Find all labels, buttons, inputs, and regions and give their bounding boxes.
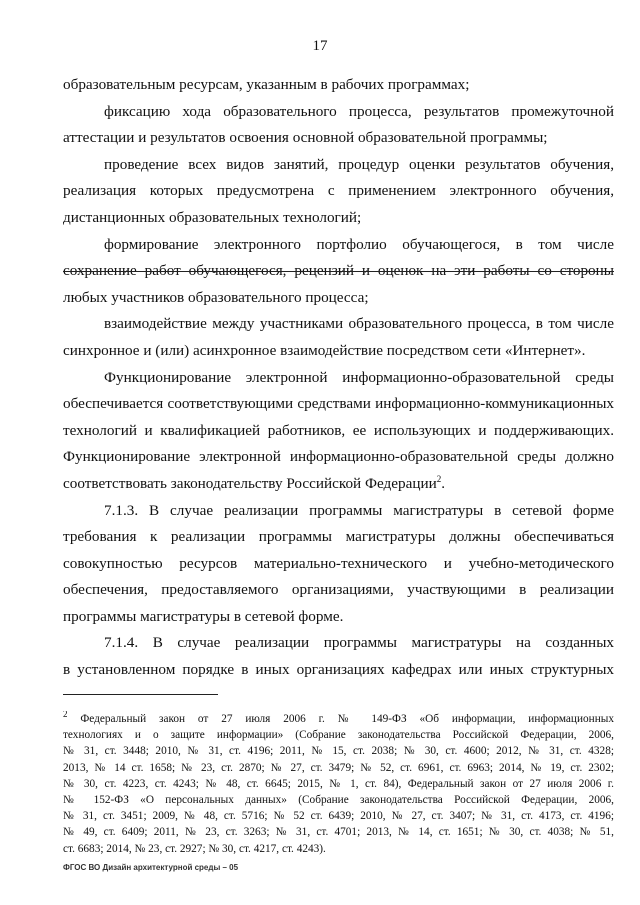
text-line: проведение всех видов занятий, процедур оценки результатов обучения,	[104, 155, 614, 173]
footnote-line: ст. 6683; 2014, № 23, ст. 2927; № 30, ст. 4217, ст. 4243).	[63, 842, 326, 855]
body-text	[63, 72, 614, 684]
footnote-number: 2	[63, 711, 68, 720]
footnote-divider	[63, 694, 218, 695]
text-line: 7.1.4. В случае реализации программы магистратуры на созданных	[104, 634, 614, 652]
text-line: фиксацию хода образовательного процесса, результатов промежуточной	[104, 102, 614, 120]
footnote-line: технологиях и о защите информации» (Собрание законодательства Российской Федерации, 2006,	[63, 729, 614, 742]
footnote-line: № 49, ст. 6409; 2011, № 23, ст. 3263; № 31, ст. 4701; 2013, № 14, ст. 1651; № 30, ст. 4038; № 51,	[63, 826, 614, 839]
text-line: в установленном порядке в иных организациях кафедрах или иных структурных	[63, 661, 614, 679]
text-line	[63, 471, 614, 498]
text-line: обеспечения, предоставляемого организациями, участвующими в реализации	[63, 581, 614, 599]
text-line: аттестации и результатов освоения основной образовательной программы;	[63, 129, 548, 147]
text-line: совокупностью ресурсов материально-технического и учебно-методического	[63, 554, 614, 572]
page-number: 17	[312, 38, 328, 54]
text-line: программы магистратуры в сетевой форме.	[63, 607, 344, 625]
footnote-ref: 2	[436, 473, 442, 484]
page-footer: ФГОС ВО Дизайн архитектурной среды – 05	[63, 863, 239, 872]
footnote-line: № 31, ст. 3448; 2010, № 31, ст. 4196; 2011, № 15, ст. 2038; № 30, ст. 4600; 2012, № 31, ст. 4328;	[63, 745, 614, 758]
text-line: образовательным ресурсам, указанным в рабочих программах;	[63, 76, 470, 93]
text-line: формирование электронного портфолио обучающегося, в том числе	[104, 235, 614, 253]
text-line: 7.1.3. В случае реализации программы магистратуры в сетевой форме	[104, 501, 614, 519]
text-line: любых участников образовательного процесса;	[63, 288, 369, 306]
strikethrough-text: сохранение работ обучающегося, рецензий и оценок на эти работы со стороны	[63, 262, 614, 280]
footnote-line: 2013, № 14 ст. 1658; № 23, ст. 2870; № 27, ст. 3479; № 52, ст. 6961, ст. 6963; 2014, № 19, ст. 2302;	[63, 761, 614, 774]
text-line: обеспечивается соответствующими средствами информационно-коммуникационных	[63, 395, 614, 413]
line-text: соответствовать законодательству Российской Федерации	[63, 474, 437, 492]
text-line: синхронное и (или) асинхронное взаимодействие посредством сети «Интернет».	[63, 341, 586, 359]
footnote	[63, 711, 614, 857]
footnote-line: № 152-ФЗ «О персональных данных» (Собрание законодательства Российской Федерации, 2006,	[63, 793, 614, 806]
text-line-struck	[63, 258, 614, 285]
text-line: Функционирование электронной информационно-образовательной среды должно	[63, 448, 614, 466]
text-line: Функционирование электронной информационно-образовательной среды	[104, 368, 614, 386]
footnote-line: № 30, ст. 4223, ст. 4243; № 48, ст. 6645; 2015, № 1, ст. 84), Федеральный закон от 27 июля 2006 г.	[63, 777, 614, 790]
text-line: технологий и квалификацией работников, ее использующих и поддерживающих.	[63, 421, 614, 439]
text-line: реализация которых предусмотрена с применением электронного обучения,	[63, 182, 614, 200]
footnote-text: Федеральный закон от 27 июля 2006 г. № 149-ФЗ «Об информации, информационных	[67, 713, 614, 725]
footnote-line: № 31, ст. 3451; 2009, № 48, ст. 5716; № 52 ст. 6439; 2010, № 27, ст. 3407; № 31, ст. 4173, ст. 4196;	[63, 810, 614, 823]
text-line: дистанционных образовательных технологий;	[63, 208, 362, 226]
text-line: требования к реализации программы магистратуры должны обеспечиваться	[63, 528, 614, 546]
footnote-line	[63, 711, 614, 727]
line-tail: .	[441, 474, 445, 492]
text-line: взаимодействие между участниками образовательного процесса, в том числе	[104, 315, 614, 333]
